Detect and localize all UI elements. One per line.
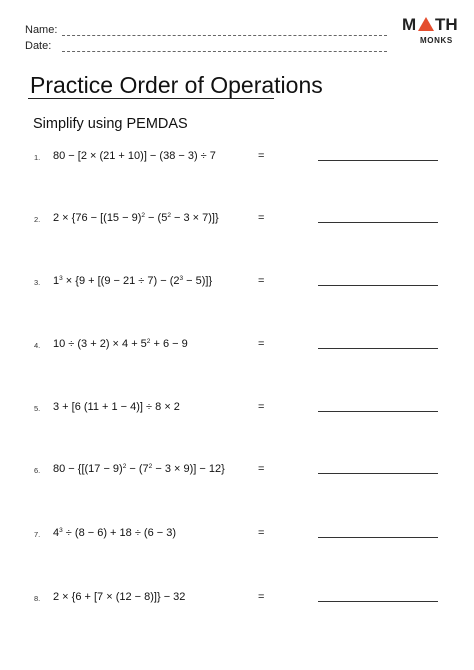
problem-expression [53, 400, 180, 414]
exponent: 3 [59, 527, 63, 534]
date-field[interactable] [62, 51, 387, 52]
answer-line[interactable] [318, 285, 438, 286]
problem-number: 7. [34, 530, 41, 539]
equals-sign: = [258, 591, 265, 603]
exponent: 3 [59, 275, 63, 282]
date-label: Date: [25, 40, 52, 52]
expression-text: 80 − {[(17 − 9) [53, 463, 123, 475]
expression-text: − (7 [126, 463, 149, 475]
problem-expression [53, 462, 225, 476]
problem-number: 1. [34, 153, 41, 162]
problem-number: 6. [34, 466, 41, 475]
problem-expression [53, 337, 188, 351]
exponent: 2 [167, 212, 171, 219]
equals-sign: = [258, 212, 265, 224]
expression-text: 4 [53, 527, 60, 539]
instructions: Simplify using PEMDAS [33, 116, 188, 132]
expression-text: × {9 + [(9 − 21 ÷ 7) − (2 [62, 275, 180, 287]
problem-row [0, 274, 474, 296]
problem-row [0, 462, 474, 484]
logo-letter-m: M [402, 15, 417, 34]
problem-expression [53, 274, 212, 288]
expression-text: ÷ (8 − 6) + 18 ÷ (6 − 3) [62, 527, 177, 539]
answer-line[interactable] [318, 473, 438, 474]
expression-text: − 3 × 7)]} [170, 212, 219, 224]
logo-subtitle: MONKS [420, 36, 453, 45]
expression-text: − 3 × 9)] − 12} [152, 463, 225, 475]
exponent: 2 [146, 338, 151, 345]
problem-row [0, 149, 474, 171]
problem-number: 2. [34, 215, 41, 224]
name-label: Name: [25, 24, 58, 36]
problem-expression [53, 149, 216, 163]
exponent: 2 [148, 463, 153, 470]
equals-sign: = [258, 527, 265, 539]
exponent: 2 [141, 212, 145, 219]
expression-text: 10 ÷ (3 + 2) × 4 + 5 [53, 338, 147, 350]
logo-triangle-icon [418, 17, 434, 31]
problem-expression [53, 590, 185, 604]
problem-row [0, 211, 474, 233]
exponent: 2 [122, 463, 127, 470]
problem-number: 5. [34, 404, 41, 413]
title-underline [28, 98, 274, 99]
equals-sign: = [258, 150, 265, 162]
problem-row [0, 590, 474, 612]
logo-letters-th: TH [435, 15, 458, 34]
problem-number: 8. [34, 594, 41, 603]
page-title: Practice Order of Operations [30, 72, 323, 98]
problem-row [0, 526, 474, 548]
name-field[interactable] [62, 35, 387, 36]
expression-text: − 5)]} [183, 275, 213, 287]
expression-text: 2 × {76 − [(15 − 9) [53, 212, 142, 224]
problem-expression [53, 211, 219, 225]
problem-number: 3. [34, 278, 41, 287]
expression-text: − (5 [145, 212, 168, 224]
answer-line[interactable] [318, 222, 438, 223]
problem-row [0, 337, 474, 359]
problem-row [0, 400, 474, 422]
exponent: 3 [179, 275, 184, 282]
expression-text: 1 [53, 275, 60, 287]
equals-sign: = [258, 463, 265, 475]
equals-sign: = [258, 338, 265, 350]
answer-line[interactable] [318, 537, 438, 538]
answer-line[interactable] [318, 160, 438, 161]
problem-number: 4. [34, 341, 41, 350]
expression-text: 3 + [6 (11 + 1 − 4)] ÷ 8 × 2 [53, 401, 180, 413]
answer-line[interactable] [318, 348, 438, 349]
equals-sign: = [258, 401, 265, 413]
expression-text: 2 × {6 + [7 × (12 − 8)]} − 32 [53, 591, 186, 603]
expression-text: 80 − [2 × (21 + 10)] − (38 − 3) ÷ 7 [53, 150, 216, 162]
answer-line[interactable] [318, 601, 438, 602]
expression-text: + 6 − 9 [150, 338, 188, 350]
answer-line[interactable] [318, 411, 438, 412]
equals-sign: = [258, 275, 265, 287]
math-monks-logo [402, 15, 462, 49]
problem-expression [53, 526, 176, 540]
